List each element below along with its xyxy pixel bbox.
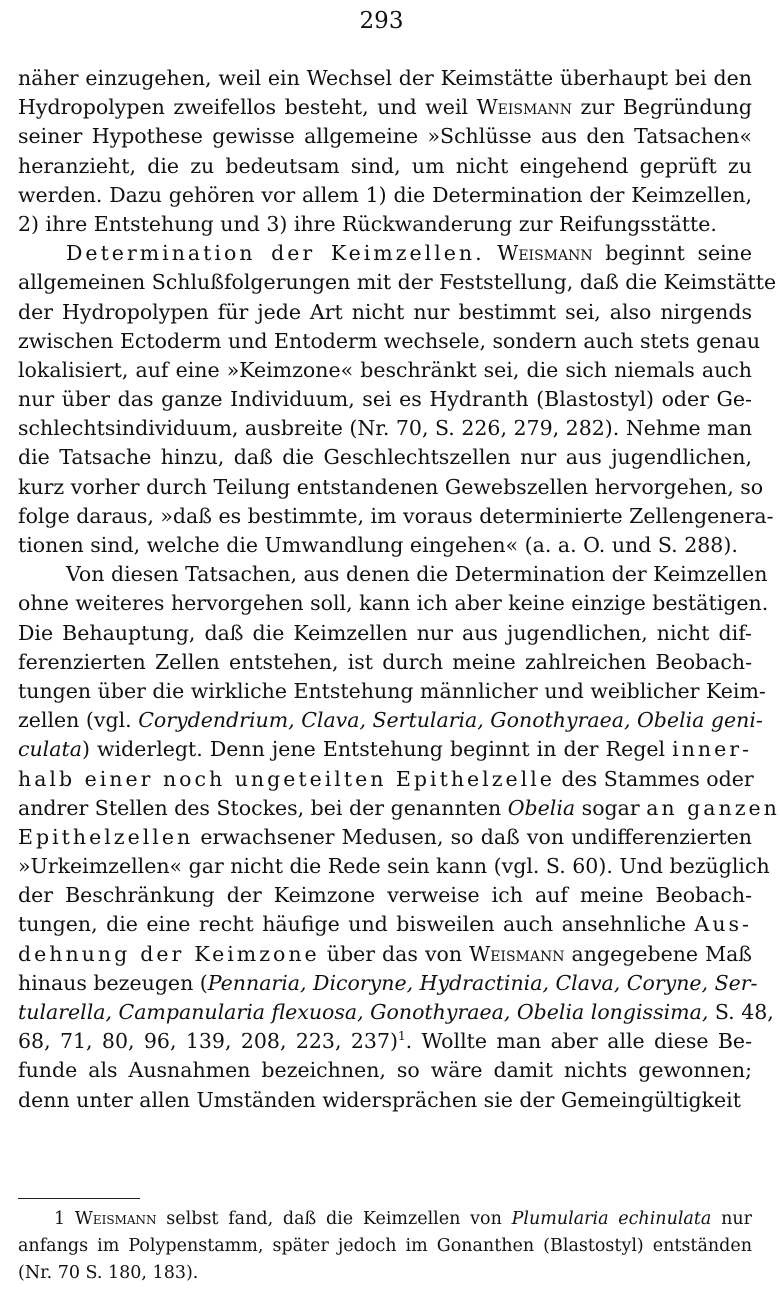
page-number: 293: [359, 8, 404, 34]
text-line: [18, 1056, 752, 1085]
text-run: Die Behauptung, daß die Keimzellen nur aus jugendlichen, nicht dif-: [18, 620, 752, 645]
text-run: denn unter allen Umständen widersprächen sie der Gemeingültigkeit: [18, 1087, 741, 1112]
text-run: 68, 71, 80, 96, 139, 208, 223, 237): [18, 1029, 398, 1054]
text-run: Plumularia echinulata: [511, 1209, 712, 1229]
text-run: Epithelzellen: [18, 824, 194, 849]
text-run: tionen sind, welche die Umwandlung eingehen« (a. a. O. und S. 288).: [18, 533, 738, 557]
text-line: [18, 794, 780, 823]
text-run: des Stammes oder: [554, 766, 754, 791]
footnote-line: [18, 1206, 752, 1233]
text-run: beginnt seine: [592, 241, 752, 266]
text-run: erwachsener Medusen, so daß von undifferenzierten: [193, 824, 752, 849]
text-run: sogar: [575, 795, 647, 820]
text-run: hinaus bezeugen (: [18, 970, 208, 995]
text-line: [18, 1086, 752, 1115]
text-run: zwischen Ectoderm und Entoderm wechsele, sondern auch stets genau: [18, 328, 761, 353]
text-run: Obelia: [507, 795, 576, 820]
text-line: [18, 443, 752, 472]
text-line: [18, 969, 758, 998]
text-run: tungen, die eine recht häufige und bisweilen auch ansehnliche: [18, 912, 695, 937]
text-run: folge daraus, »daß es bestimmte, im voraus determinierte Zellengenera-: [18, 503, 774, 528]
text-line: [18, 998, 774, 1027]
body-text: [18, 64, 780, 1115]
text-run: kurz vorher durch Teilung entstandenen Gewebszellen hervorgehen, so: [18, 474, 764, 499]
text-line: [18, 298, 752, 327]
text-line: [18, 765, 752, 794]
text-run: der Beschränkung der Keimzone verweise ich auf meine Beobach-: [18, 883, 752, 908]
text-line: [18, 122, 752, 151]
footnote-line: [18, 1260, 752, 1287]
text-line: [18, 473, 764, 502]
text-line: [18, 706, 763, 735]
text-run: . Wollte man aber alle diese Be-: [405, 1029, 752, 1054]
text-run: culata: [18, 737, 82, 762]
text-run: Corydendrium, Clava, Sertularia, Gonothyraea, Obelia geni-: [138, 708, 763, 733]
footnote-divider: [18, 1198, 140, 1199]
text-line: [18, 619, 752, 648]
text-run: angegebene Maß: [564, 941, 752, 966]
text-run: Weismann: [74, 1209, 157, 1229]
text-run: tularella, Campanularia flexuosa, Gonothyraea, Obelia longissima,: [18, 1000, 709, 1024]
text-line: [18, 414, 752, 443]
text-run: schlechtsindividuum, ausbreite (Nr. 70, S. 226, 279, 282). Nehme man: [18, 416, 753, 441]
text-run: Aus-: [694, 912, 752, 937]
text-run: über das von: [319, 941, 470, 966]
text-run: werden. Dazu gehören vor allem 1) die Determination der Keimzellen,: [18, 182, 752, 207]
text-line: [18, 735, 752, 764]
text-run: »Urkeimzellen« gar nicht die Rede sein kann (vgl. S. 60). Und bezüglich: [18, 854, 770, 879]
text-line: [18, 940, 752, 969]
text-run: näher einzugehen, weil ein Wechsel der Keimstätte überhaupt bei den: [18, 66, 752, 90]
text-line: [18, 327, 761, 356]
text-line: [18, 648, 752, 677]
text-run: 2) ihre Entstehung und 3) ihre Rückwanderung zur Reifungsstätte.: [18, 211, 717, 236]
footnote-marker: 1: [397, 1029, 406, 1044]
text-line: [18, 881, 752, 910]
text-run: dehnung der Keimzone: [18, 941, 320, 966]
text-run: die Tatsache hinzu, daß die Geschlechtszellen nur aus jugendlichen,: [18, 445, 752, 470]
text-run: an ganzen: [646, 795, 780, 820]
text-run: Determination der Keimzellen.: [66, 241, 485, 266]
text-run: Weismann: [469, 941, 565, 966]
text-run: seiner Hypothese gewisse allgemeine »Schlüsse aus den Tatsachen«: [18, 124, 752, 149]
text-line: [18, 910, 752, 939]
text-run: anfangs im Polypenstamm, später jedoch im Gonanthen (Blastostyl) entständen: [18, 1236, 752, 1256]
text-run: nur: [711, 1209, 752, 1229]
text-run: heranzieht, die zu bedeutsam sind, um nicht eingehend geprüft zu: [18, 153, 752, 178]
text-line: [18, 181, 752, 210]
text-run: Von diesen Tatsachen, aus denen die Determination der Keimzellen: [66, 562, 768, 587]
text-run: selbst fand, daß die Keimzellen von: [156, 1209, 512, 1229]
text-run: allgemeinen Schlußfolgerungen mit der Feststellung, daß die Keimstätte: [18, 270, 777, 295]
text-run: ohne weiteres hervorgehen soll, kann ich aber keine einzige bestätigen.: [18, 591, 769, 616]
text-run: Weismann: [497, 241, 593, 266]
text-run: 1: [54, 1209, 75, 1229]
text-run: der Hydropolypen für jede Art nicht nur bestimmt sei, also nirgends: [18, 299, 752, 324]
text-line: [18, 152, 752, 181]
text-run: Hydropolypen zweifellos besteht, und weil: [18, 95, 477, 120]
text-run: zur Begründung: [571, 95, 752, 120]
text-line: [18, 589, 769, 618]
text-line: [18, 560, 768, 589]
text-line: [18, 823, 752, 852]
text-run: Pennaria, Dicoryne, Hydractinia, Clava, Coryne, Ser-: [207, 970, 758, 995]
text-run: zellen (vgl.: [18, 708, 139, 733]
text-line: [18, 1027, 752, 1056]
text-line: [18, 385, 752, 414]
footnote-line: [18, 1233, 752, 1260]
text-line: [18, 356, 752, 385]
footnote: [18, 1206, 752, 1287]
text-line: [18, 268, 777, 297]
text-run: inner-: [672, 737, 752, 762]
text-run: ferenzierten Zellen entstehen, ist durch meine zahlreichen Beobach-: [18, 649, 752, 674]
text-line: [18, 64, 752, 93]
text-line: [18, 531, 752, 560]
text-run: andrer Stellen des Stockes, bei der genannten: [18, 795, 508, 820]
text-run: Weismann: [476, 95, 572, 120]
text-run: tungen über die wirkliche Entstehung männlicher und weiblicher Keim-: [18, 678, 766, 703]
text-line: [18, 852, 770, 881]
text-run: nur über das ganze Individuum, sei es Hydranth (Blastostyl) oder Ge-: [18, 387, 752, 412]
text-line: [18, 502, 774, 531]
text-line: [18, 93, 752, 122]
text-line: [18, 239, 752, 268]
text-run: [485, 241, 498, 265]
text-line: [18, 210, 752, 239]
text-run: S. 48,: [708, 1000, 774, 1024]
text-run: lokalisiert, auf eine »Keimzone« beschränkt sei, die sich niemals auch: [18, 357, 752, 382]
text-run: funde als Ausnahmen bezeichnen, so wäre damit nichts gewonnen;: [18, 1058, 752, 1083]
text-run: (Nr. 70 S. 180, 183).: [18, 1263, 199, 1283]
text-run: halb einer noch ungeteilten Epithelzelle: [18, 766, 555, 791]
text-line: [18, 677, 766, 706]
text-run: ) widerlegt. Denn jene Entstehung beginnt in der Regel: [81, 737, 673, 762]
